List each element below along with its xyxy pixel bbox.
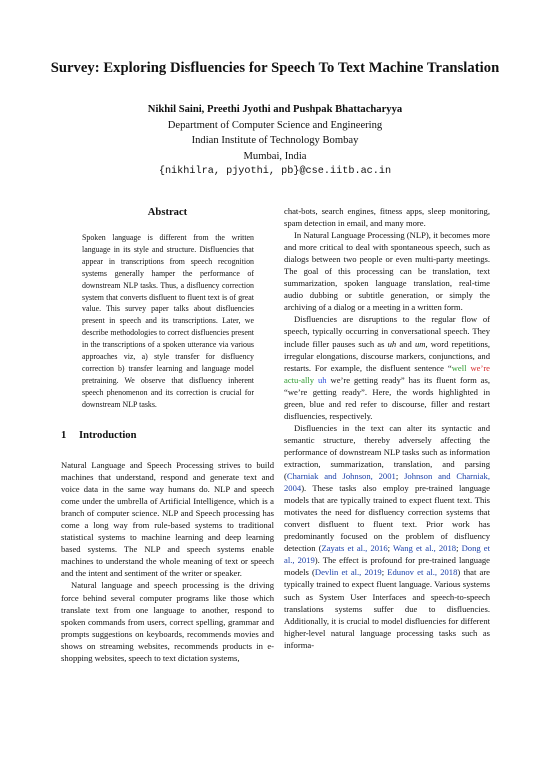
author-department: Department of Computer Science and Engineering: [167, 119, 383, 131]
right-paragraph-3: [284, 313, 490, 421]
citation-link[interactable]: Dong et al., 2019: [284, 543, 491, 566]
filler-word-um: um: [414, 338, 426, 349]
citation-link[interactable]: Edunov et al., 2018: [387, 567, 458, 578]
right-paragraph-1: chat-bots, search engines, fitness apps, sleep monitoring, spam detection in email, and many more.: [284, 206, 490, 229]
text-run: ). These tasks also employ pre-trained language models that are typically trained to expect fluent text. This motivates the need for disfluency correction systems that convert disfluent to fluent text. Prior work has predominantly focused on the problem of disfluency detection (: [284, 483, 490, 554]
text-run: , word repetitions, irregular elongations, discourse markers, conjunctions, and restarts. For example, the disfluent sentence “: [284, 338, 490, 373]
author-email: {nikhilra, pjyothi, pb}@cse.iitb.ac.in: [158, 166, 392, 178]
citation-link[interactable]: Zayats et al., 2016: [321, 543, 388, 554]
discourse-word-well: well: [451, 362, 467, 373]
discourse-word-actually: actu-ally: [284, 374, 315, 385]
text-run: we’re getting ready” has its fluent form as, “we’re getting ready”. Here, the words highlighted in green, blue and red refer to discourse, filler and restart disfluencies, respectively.: [284, 374, 490, 421]
citation-link[interactable]: Devlin et al., 2019: [314, 567, 382, 578]
author-city: Mumbai, India: [243, 150, 307, 162]
text-run: ) that are typically trained to expect fluent language. Various systems such as System User Interfaces and speech-to-speech translations systems suffer due to disfluencies. Additionally, it is crucial to model disfluencies for different higher-level natural language processing tasks such as informa-: [284, 567, 490, 650]
right-paragraph-2: In Natural Language Processing (NLP), it becomes more and more critical to deal with spontaneous speech, such as dialogs between two people or even multi-party meetings. The goal of this processing can be translation, text summarization, spoken language translation, real-time audio dubbing or subtitle generation, or simply the archiving of a dialog or a meeting in a written form.: [284, 230, 490, 313]
text-run: ;: [381, 567, 388, 578]
section-heading-introduction: [61, 430, 137, 441]
text-run: ). The effect is profound for pre-trained language models (: [284, 555, 490, 578]
left-column-body: [61, 459, 274, 664]
text-run: ;: [387, 543, 393, 554]
text-run: Disfluencies in the text can alter its syntactic and semantic structure, thereby adversely affecting the performance of downstream NLP tasks such as information extraction, summarization, translation, and parsing (: [284, 422, 490, 482]
right-paragraph-4: [284, 422, 490, 651]
author-block: [40, 102, 510, 180]
author-institute: Indian Institute of Technology Bombay: [191, 135, 359, 147]
intro-paragraph-2: Natural language and speech processing is the driving force behind several computer programs like those which translate text from one language to another, respond to spoken commands from users, correct spelling, grammar and prompts suggestions on keyboards, recommends movies and shows on streaming websites, recommends products in e-shopping websites, speech to text dictation systems,: [61, 580, 274, 663]
filler-word-uh: uh: [387, 338, 397, 349]
citation-link[interactable]: Wang et al., 2018: [393, 543, 457, 554]
section-number: 1: [61, 430, 67, 441]
filler-word-uh-highlight: uh: [318, 374, 327, 385]
paper-title: Survey: Exploring Disfluencies for Speech To Text Machine Translation: [50, 60, 500, 76]
text-run: and: [396, 338, 415, 349]
text-run: Disfluencies are disruptions to the regular flow of speech, typically occurring in conversational speech. They include filler pauses such as: [284, 314, 490, 349]
abstract-heading: Abstract: [147, 207, 188, 218]
text-run: ;: [395, 471, 405, 482]
author-names: Nikhil Saini, Preethi Jyothi and Pushpak Bhattacharyya: [147, 104, 403, 115]
restart-word-were: we’re: [470, 362, 490, 373]
citation-link[interactable]: Charniak and Johnson, 2001: [286, 471, 396, 482]
text-run: ;: [456, 543, 462, 554]
citation-link[interactable]: Johnson and Charniak, 2004: [284, 471, 490, 494]
intro-paragraph-1: Natural Language and Speech Processing strives to build machines that understand, respond and generate text and voice data in the same way humans do. NLP and speech come under the umbrella of Artificial Intelligence, which is a branch of computer science. NLP and Speech processing has come a long way from rule-based systems to traditional statistical systems to machine learning and deep learning based systems. The NLP and speech systems enable machines to understand the whole meaning of text or speech and the intent and sentiment of the writer or speaker.: [61, 460, 274, 579]
abstract-text: Spoken language is different from the written language in its style and structure. Disfluencies that appear in transcriptions from speech recognition systems generally hamper the performance of downstream NLP tasks. Thus, a disfluency correction system that converts disfluent to fluent text is of great value. This survey paper talks about disfluencies present in speech and its transcriptions. Later, we describe methodologies to correct disfluencies present in the transcriptions of a spoken utterance via various approaches viz, a) style transfer for disfluency correction b) transfer learning and language model pretraining. We observe that disfluency inherent speech phenomenon and its correction is crucial for downstream NLP tasks.: [82, 233, 254, 409]
section-title: Introduction: [79, 430, 137, 441]
right-column-body: [284, 205, 490, 651]
